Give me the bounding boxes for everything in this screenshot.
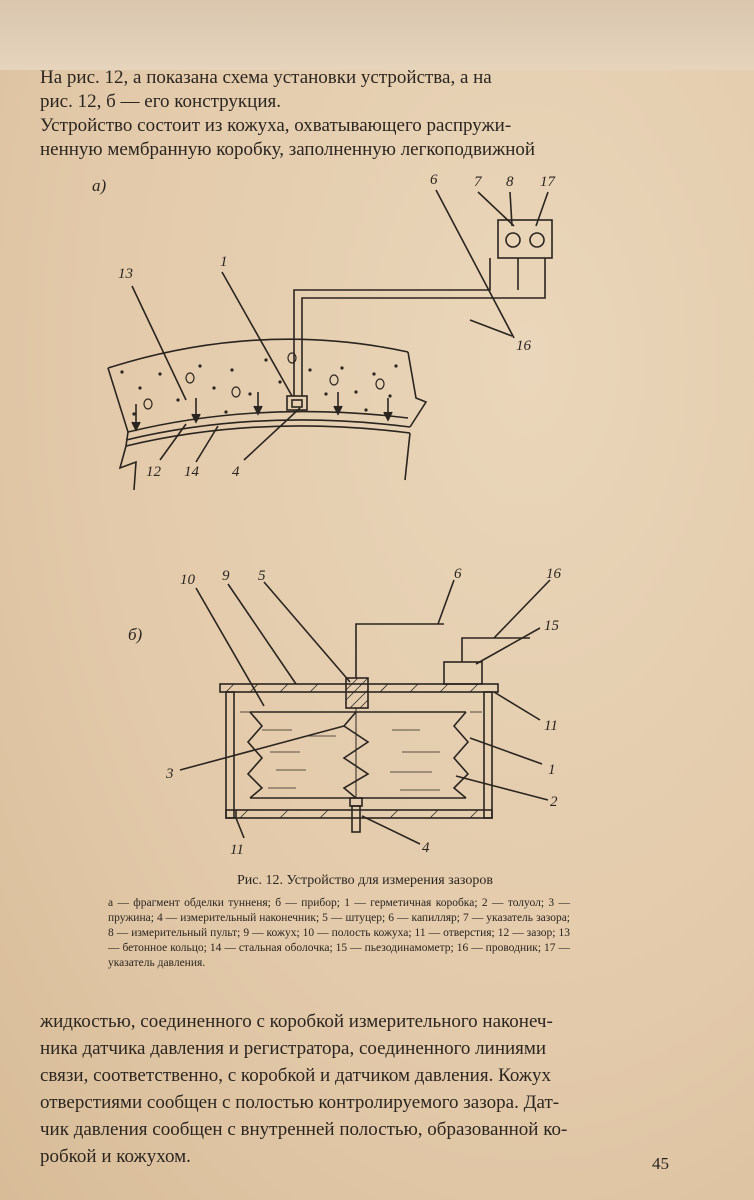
label-9: 9 xyxy=(222,568,230,584)
figure-caption: Рис. 12. Устройство для измерения зазоров xyxy=(237,873,493,888)
leader-4b xyxy=(362,816,420,844)
leader-11-bottom xyxy=(236,818,244,838)
label-8: 8 xyxy=(506,174,514,190)
label-17: 17 xyxy=(540,174,555,190)
label-11-bottom: 11 xyxy=(230,842,244,858)
casing-bottom xyxy=(226,810,492,818)
leader-5 xyxy=(264,582,350,682)
hermetic-box-inner xyxy=(292,400,302,407)
leader-13 xyxy=(132,286,186,400)
leader-1b xyxy=(470,738,542,764)
leader-6b xyxy=(438,580,454,624)
label-5: 5 xyxy=(258,568,266,584)
leader-2 xyxy=(456,776,548,800)
leader-8 xyxy=(510,192,512,226)
leader-15 xyxy=(476,628,540,664)
label-15: 15 xyxy=(544,618,559,634)
label-1b: 1 xyxy=(548,762,556,778)
body-line-5: чик давления сообщен с внутренней полостью, образованной ко- xyxy=(40,1119,568,1140)
label-16b: 16 xyxy=(546,566,561,582)
leader-1 xyxy=(222,272,292,396)
intro-line-2: рис. 12, б — его конструкция. xyxy=(40,91,281,112)
label-1: 1 xyxy=(220,254,228,270)
label-7: 7 xyxy=(474,174,482,190)
intro-line-1: На рис. 12, а показана схема установки устройства, а на xyxy=(40,67,492,88)
label-11-right: 11 xyxy=(544,718,558,734)
ring-left-edge xyxy=(108,368,128,446)
leader-3 xyxy=(180,726,344,770)
body-paragraph xyxy=(40,1008,672,1170)
leader-6 xyxy=(436,190,514,338)
conductor-16 xyxy=(462,638,530,662)
pressure-indicator-dial xyxy=(530,233,544,247)
label-6b: 6 xyxy=(454,566,462,582)
label-14: 14 xyxy=(184,464,199,480)
casing-left-wall xyxy=(226,692,234,818)
page-number: 45 xyxy=(652,1154,669,1173)
label-3: 3 xyxy=(166,766,174,782)
capillary-b xyxy=(356,624,444,678)
label-6: 6 xyxy=(430,172,438,188)
body-line-1: жидкостью, соединенного с коробкой измерительного наконеч- xyxy=(40,1011,553,1032)
steel-shell-inner xyxy=(126,426,410,446)
concrete-ring-outer-edge xyxy=(108,339,408,368)
piezodynamometer xyxy=(444,662,482,684)
label-16: 16 xyxy=(516,338,531,354)
label-4b: 4 xyxy=(422,840,430,856)
casing-top xyxy=(220,684,498,692)
body-line-2: ника датчика давления и регистратора, соединенного линиями xyxy=(40,1038,547,1059)
gap-indicator-dial xyxy=(506,233,520,247)
tip-head xyxy=(350,798,362,806)
label-13: 13 xyxy=(118,266,133,282)
leader-7 xyxy=(478,192,514,226)
fitting-hatch xyxy=(346,678,368,708)
intro-line-3: Устройство состоит из кожуха, охватывающего распружи- xyxy=(40,115,512,136)
bellows-left xyxy=(248,712,262,798)
intro-line-4: ненную мембранную коробку, заполненную легкоподвижной xyxy=(40,139,536,160)
leader-4 xyxy=(244,408,300,460)
panel-b-sublabel: б) xyxy=(128,625,143,644)
leader-12 xyxy=(160,424,186,460)
casing-right-wall xyxy=(484,692,492,818)
pressure-arrows xyxy=(132,392,392,430)
hermetic-box xyxy=(287,396,307,410)
label-10: 10 xyxy=(180,572,195,588)
label-12: 12 xyxy=(146,464,161,480)
ring-right-edge xyxy=(405,433,410,480)
figure-legend: а — фрагмент обделки тунненя; б — прибор; 1 — герметичная коробка; 2 — толуол; 3 — пружина; 4 — измерительный наконечник; 5 — штуцер; 6 — капилляр; 7 — указатель зазора; 8 — измерительный пульт; 9 — кожух; 10 — полость кожуха; 11 — отверстия; 12 — зазор; 13 — бетонное кольцо; 14 — стальная оболочка; 15 — пьезодинамометр; 16 — проводник; 17 — указатель давления. xyxy=(108,897,570,969)
concrete-pebbles xyxy=(144,353,384,409)
capillary-outer xyxy=(294,258,490,396)
leader-17 xyxy=(536,192,548,226)
label-2: 2 xyxy=(550,794,558,810)
ring-right-break xyxy=(408,352,426,427)
leader-9 xyxy=(228,584,296,684)
leader-16b xyxy=(494,580,550,638)
body-line-6: робкой и кожухом. xyxy=(40,1146,191,1167)
body-line-3: связи, соответственно, с коробкой и датчиком давления. Кожух xyxy=(40,1065,551,1086)
bellows-right xyxy=(454,712,468,798)
body-line-4: отверстиями сообщен с полостью контролируемого зазора. Дат- xyxy=(40,1092,560,1113)
panel-a-sublabel: а) xyxy=(92,176,107,195)
leader-11-right xyxy=(494,692,540,720)
label-4: 4 xyxy=(232,464,240,480)
ring-left-break xyxy=(120,446,136,490)
